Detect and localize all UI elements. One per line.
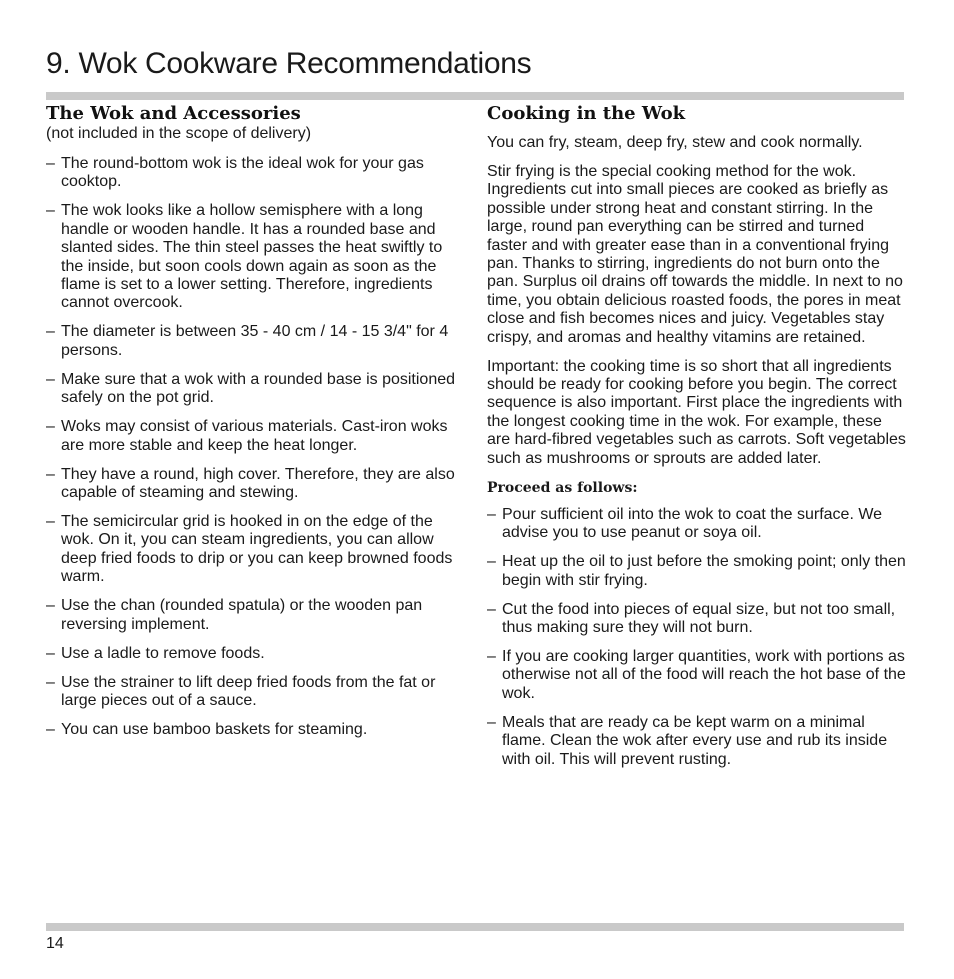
list-item: – Woks may consist of various materials. Cast-iron woks are more stable and keep the heat longer. bbox=[46, 418, 462, 455]
section-subtitle: (not included in the scope of delivery) bbox=[46, 125, 312, 142]
list-item: – They have a round, high cover. Therefore, they are also capable of steaming and stewing. bbox=[46, 466, 462, 503]
stir-frying-paragraph: Stir frying is the special cooking method for the wok. Ingredients cut into small pieces are cooked as briefly as possible under strong heat and constant stirring. In the large, round pan everything can be stirred and turned faster and with greater ease than in a conventional frying pan. Thanks to stirring, ingredients do not burn onto the pan. Surplus oil drains off towards the middle. In next to no time, you obtain delicious roasted foods, the pores in meat close and fish becomes nices and juicy. Vegetables stay crispy, and aromas and healthy vitamins are retained. bbox=[487, 163, 903, 346]
proceed-heading: Proceed as follows: bbox=[487, 479, 638, 496]
important-paragraph: Important: the cooking time is so short that all ingredients should be ready for cooking before you begin. The correct sequence is also important. First place the ingredients with the longest cooking time in the wok. For example, these are hard-fibred vegetables such as carrots. Soft vegetables such as mushrooms or sprouts are added later. bbox=[487, 357, 906, 467]
list-item: – Use the strainer to lift deep fried foods from the fat or large pieces out of a sauce. bbox=[46, 674, 462, 711]
list-item: – Use a ladle to remove foods. bbox=[46, 645, 462, 663]
list-item: – The semicircular grid is hooked in on the edge of the wok. On it, you can steam ingredients, you can allow deep fried foods to drip or you can keep browned foods warm. bbox=[46, 513, 462, 587]
list-item: – You can use bamboo baskets for steaming. bbox=[46, 721, 462, 739]
list-item: – Pour sufficient oil into the wok to coat the surface. We advise you to use peanut or soya oil. bbox=[487, 506, 907, 543]
bottom-divider bbox=[46, 923, 904, 931]
page-title: 9. Wok Cookware Recommendations bbox=[46, 47, 532, 80]
list-item: – Use the chan (rounded spatula) or the wooden pan reversing implement. bbox=[46, 597, 462, 634]
list-item: – If you are cooking larger quantities, work with portions as otherwise not all of the food will reach the hot base of the wok. bbox=[487, 648, 907, 703]
accessories-list bbox=[46, 155, 462, 740]
steps-list bbox=[487, 506, 907, 769]
section-heading-cooking: Cooking in the Wok bbox=[487, 103, 686, 124]
list-item: – The diameter is between 35 - 40 cm / 14 - 15 3/4" for 4 persons. bbox=[46, 323, 462, 360]
cooking-in-wok-section bbox=[487, 103, 907, 780]
page-number: 14 bbox=[46, 935, 64, 952]
wok-accessories-section bbox=[46, 103, 462, 750]
list-item: – Meals that are ready ca be kept warm on a minimal flame. Clean the wok after every use and rub its inside with oil. This will prevent rusting. bbox=[487, 714, 907, 769]
list-item: – Make sure that a wok with a rounded base is positioned safely on the pot grid. bbox=[46, 371, 462, 408]
list-item: – The round-bottom wok is the ideal wok for your gas cooktop. bbox=[46, 155, 462, 192]
intro-paragraph: You can fry, steam, deep fry, stew and cook normally. bbox=[487, 134, 863, 151]
list-item: – Heat up the oil to just before the smoking point; only then begin with stir frying. bbox=[487, 553, 907, 590]
list-item: – The wok looks like a hollow semisphere with a long handle or wooden handle. It has a rounded base and slanted sides. The thin steel passes the heat swiftly to the inside, but soon cools down again as soon as the flame is set to a lower setting. Therefore, ingredients cannot overcook. bbox=[46, 202, 462, 312]
list-item: – Cut the food into pieces of equal size, but not too small, thus making sure they will not burn. bbox=[487, 601, 907, 638]
top-divider bbox=[46, 92, 904, 100]
section-heading-wok-accessories: The Wok and Accessories bbox=[46, 103, 301, 124]
